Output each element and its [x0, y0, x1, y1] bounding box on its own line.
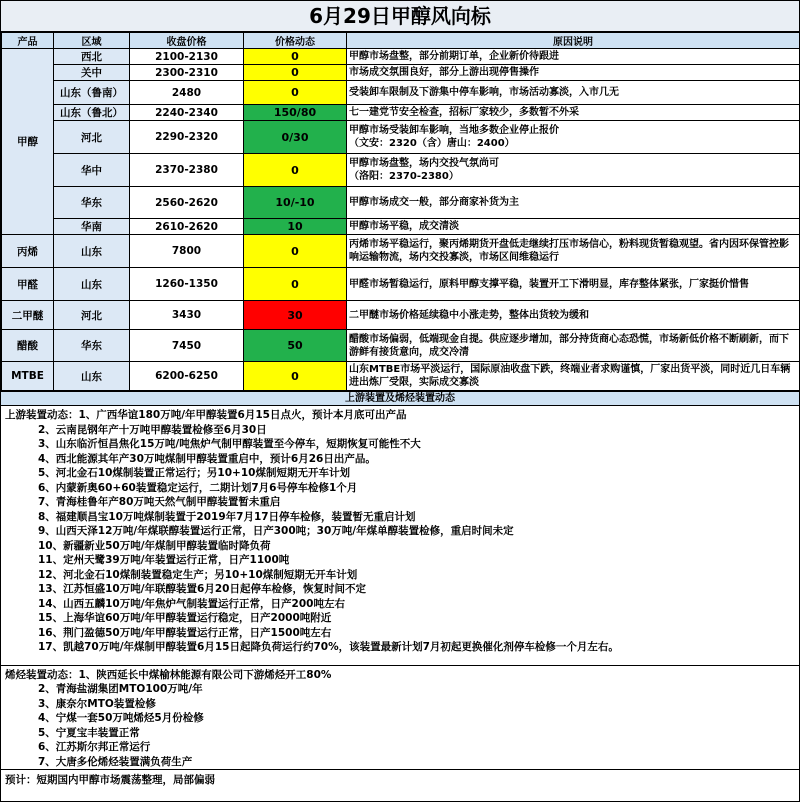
list-item — [5, 553, 795, 568]
reason-text: 七一建党节安全检查，招标厂家较少，多数暂不外采 — [349, 107, 579, 118]
region-cell: 河北 — [54, 301, 130, 330]
list-item — [5, 611, 795, 626]
change-cell: 0 — [244, 49, 347, 65]
price-cell: 2290-2320 — [130, 121, 244, 154]
table-header-row — [2, 33, 800, 49]
list-item-text: 11、定州天鹭39万吨/年装置运行正常，日产1100吨 — [38, 554, 290, 566]
table-row — [2, 105, 800, 121]
reason-cell — [347, 81, 800, 105]
list-item — [5, 539, 795, 554]
table-row — [2, 81, 800, 105]
reason-text: 市场成交氛围良好，部分上游出现停售操作 — [349, 67, 539, 78]
region-cell: 西北 — [54, 49, 130, 65]
header-region: 区域 — [54, 33, 130, 49]
list-item — [5, 510, 795, 525]
list-item-text: 1、陕西延长中煤榆林能源有限公司下游烯烃开工80% — [78, 668, 332, 681]
price-cell: 2480 — [130, 81, 244, 105]
list-item-text: 2、云南昆钢年产十万吨甲醇装置检修至6月30日 — [38, 423, 267, 436]
list-item-text: 6、内蒙新奥60+60装置稳定运行，二期计划7月6号停车检修1个月 — [38, 481, 358, 494]
change-cell: 0 — [244, 235, 347, 268]
list-item — [5, 597, 795, 612]
list-item — [5, 423, 795, 438]
list-item — [5, 437, 795, 452]
reason-cell — [347, 105, 800, 121]
list-item — [5, 568, 795, 583]
region-cell: 山东 — [54, 235, 130, 268]
upstream-list — [1, 406, 799, 655]
product-cell: 甲醇 — [2, 49, 54, 235]
list-item-text: 13、江苏恒盛10万吨/年联醇装置6月20日起停车检修，恢复时间不定 — [38, 583, 366, 595]
olefin-list — [1, 666, 799, 770]
list-item-text: 7、大唐多伦烯烃装置满负荷生产 — [38, 755, 193, 768]
list-item — [5, 466, 795, 481]
reason-cell — [347, 65, 800, 81]
change-cell: 0 — [244, 268, 347, 301]
list-item — [5, 682, 795, 697]
region-cell: 山东 — [54, 268, 130, 301]
list-item-text: 1、广西华谊180万吨/年甲醇装置6月15日点火，预计本月底可出产品 — [78, 409, 407, 421]
table-row — [2, 121, 800, 154]
product-cell: MTBE — [2, 362, 54, 391]
list-item — [5, 495, 795, 510]
price-cell: 7450 — [130, 330, 244, 362]
price-cell: 2100-2130 — [130, 49, 244, 65]
list-item-text: 3、山东临沂恒昌焦化15万吨/吨焦炉气制甲醇装置至今停车，短期恢复可能性不大 — [38, 438, 421, 450]
region-cell: 河北 — [54, 121, 130, 154]
reason-cell — [347, 121, 800, 154]
reason-cell — [347, 187, 800, 219]
list-item-text: 5、河北金石10煤制装置正常运行；另10+10煤制短期无开车计划 — [38, 467, 350, 479]
list-item — [5, 755, 795, 770]
table-row — [2, 268, 800, 301]
list-item — [5, 626, 795, 641]
change-cell: 30 — [244, 301, 347, 330]
region-cell: 山东 — [54, 362, 130, 391]
list-item-text: 17、凯越70万吨/年煤制甲醇装置6月15日起降负荷运行约70%，该装置最新计划7月初起更换催化剂停车检修一个月左右。 — [38, 641, 619, 653]
reason-text: 甲醇市场平稳，成交清淡 — [349, 221, 459, 232]
region-cell: 关中 — [54, 65, 130, 81]
list-item-text: 10、新疆新业50万吨/年煤制甲醇装置临时降负荷 — [38, 539, 271, 552]
price-cell: 2240-2340 — [130, 105, 244, 121]
table-row — [2, 219, 800, 235]
product-cell: 丙烯 — [2, 235, 54, 268]
reason-text: 受装卸车限制及下游集中停车影响，市场活动寡淡，入市几无 — [349, 87, 619, 98]
product-cell: 二甲醚 — [2, 301, 54, 330]
list-item-text: 7、青海桂鲁年产80万吨天然气制甲醇装置暂未重启 — [38, 496, 281, 508]
price-cell: 2300-2310 — [130, 65, 244, 81]
list-item-text: 16、荆门盈德50万吨/年甲醇装置运行正常，日产1500吨左右 — [38, 626, 332, 639]
list-item-text: 2、青海盐湖集团MTO100万吨/年 — [38, 683, 203, 695]
change-cell: 10/-10 — [244, 187, 347, 219]
product-cell: 甲醛 — [2, 268, 54, 301]
list-item — [5, 408, 795, 423]
list-item — [5, 668, 795, 683]
region-cell: 山东（鲁北） — [54, 105, 130, 121]
list-label: 上游装置动态： — [5, 409, 79, 421]
table-row — [2, 301, 800, 330]
reason-cell — [347, 219, 800, 235]
change-cell: 10 — [244, 219, 347, 235]
region-cell: 华南 — [54, 219, 130, 235]
reason-cell: 丙烯市场平稳运行，聚丙烯期货开盘低走继续打压市场信心，粉料现货暂稳观望。省内因环保管控影响运输物流，场内交投寡淡，市场区间维稳运行 — [347, 235, 800, 268]
divider — [1, 655, 799, 666]
change-cell: 50 — [244, 330, 347, 362]
list-label: 烯烃装置动态： — [5, 668, 79, 681]
region-cell: 华东 — [54, 187, 130, 219]
reason-detail: （洛阳：2370-2380） — [349, 171, 459, 182]
price-cell: 2610-2620 — [130, 219, 244, 235]
table-row — [2, 330, 800, 362]
reason-cell: 醋酸市场偏弱，低端现金自提。供应逐步增加，部分持货商心态恐慌，市场新低价格不断刷新，而下游鲜有接货意向，成交冷清 — [347, 330, 800, 362]
reason-cell: 二甲醚市场价格延续稳中小涨走势，整体出货较为缓和 — [347, 301, 800, 330]
list-item-text: 4、西北能源其年产30万吨煤制甲醇装置重启中，预计6月26日出产品。 — [38, 452, 376, 465]
list-item-text: 12、河北金石10煤制装置稳定生产；另10+10煤制短期无开车计划 — [38, 568, 358, 581]
reason-cell — [347, 49, 800, 65]
reason-detail: （文安：2320（含）唐山：2400） — [349, 138, 515, 149]
list-item — [5, 481, 795, 496]
list-item-text: 4、宁煤一套50万吨烯烃5月份检修 — [38, 712, 204, 724]
price-cell: 7800 — [130, 235, 244, 268]
reason-cell — [347, 154, 800, 187]
product-cell: 醋酸 — [2, 330, 54, 362]
reason-text: 甲醇市场受装卸车影响，当地多数企业停止报价 — [349, 125, 559, 136]
region-cell: 山东（鲁南） — [54, 81, 130, 105]
table-row — [2, 187, 800, 219]
change-cell: 150/80 — [244, 105, 347, 121]
region-cell: 华中 — [54, 154, 130, 187]
header-product: 产品 — [2, 33, 54, 49]
change-cell: 0 — [244, 81, 347, 105]
table-row — [2, 235, 800, 268]
reason-text: 甲醇市场盘整，场内交投气氛尚可 — [349, 158, 499, 169]
header-price-change: 价格动态 — [244, 33, 347, 49]
list-item — [5, 524, 795, 539]
change-cell: 0 — [244, 362, 347, 391]
list-item — [5, 711, 795, 726]
change-cell: 0/30 — [244, 121, 347, 154]
price-table — [1, 32, 800, 391]
reason-cell: 甲醛市场暂稳运行，原料甲醇支撑平稳，装置开工下滑明显，库存整体紧张，厂家挺价惜售 — [347, 268, 800, 301]
list-item — [5, 452, 795, 467]
header-close-price: 收盘价格 — [130, 33, 244, 49]
change-cell: 0 — [244, 154, 347, 187]
list-item — [5, 582, 795, 597]
change-cell: 0 — [244, 65, 347, 81]
section-title: 上游装置及烯烃装置动态 — [1, 391, 799, 406]
table-row — [2, 362, 800, 391]
list-item-text: 3、康奈尔MTO装置检修 — [38, 697, 156, 710]
list-item-text: 5、宁夏宝丰装置正常 — [38, 726, 140, 739]
list-item-text: 14、山西五麟10万吨/年焦炉气制装置运行正常，日产200吨左右 — [38, 597, 345, 610]
list-item — [5, 726, 795, 741]
list-item-text: 6、江苏斯尔邦正常运行 — [38, 741, 151, 753]
list-item — [5, 697, 795, 712]
price-cell: 3430 — [130, 301, 244, 330]
price-cell: 2560-2620 — [130, 187, 244, 219]
reason-text: 甲醇市场盘整，部分前期订单，企业新价待跟进 — [349, 51, 559, 62]
table-row — [2, 49, 800, 65]
list-item — [5, 740, 795, 755]
page-title: 6月29日甲醇风向标 — [1, 1, 799, 32]
list-item-text: 15、上海华谊60万吨/年甲醇装置运行稳定，日产2000吨附近 — [38, 612, 332, 624]
price-cell: 6200-6250 — [130, 362, 244, 391]
list-item-text: 8、福建顺昌宝10万吨煤制装置于2019年7月17日停车检修，装置暂无重启计划 — [38, 510, 416, 523]
reason-cell: 山东MTBE市场平淡运行，国际原油收盘下跌，终端业者求购谨慎，厂家出货平淡，同时近几日车辆进出炼厂受限，实际成交寡淡 — [347, 362, 800, 391]
list-item — [5, 640, 795, 655]
price-cell: 1260-1350 — [130, 268, 244, 301]
table-row — [2, 154, 800, 187]
price-cell: 2370-2380 — [130, 154, 244, 187]
reason-text: 甲醇市场成交一般，部分商家补货为主 — [349, 197, 519, 208]
header-reason: 原因说明 — [347, 33, 800, 49]
table-row — [2, 65, 800, 81]
list-item-text: 9、山西天泽12万吨/年煤联醇装置运行正常，日产300吨；30万吨/年煤单醇装置检修，重启时间未定 — [38, 525, 514, 537]
region-cell: 华东 — [54, 330, 130, 362]
forecast: 预计：短期国内甲醇市场震荡整理，局部偏弱 — [1, 769, 799, 789]
